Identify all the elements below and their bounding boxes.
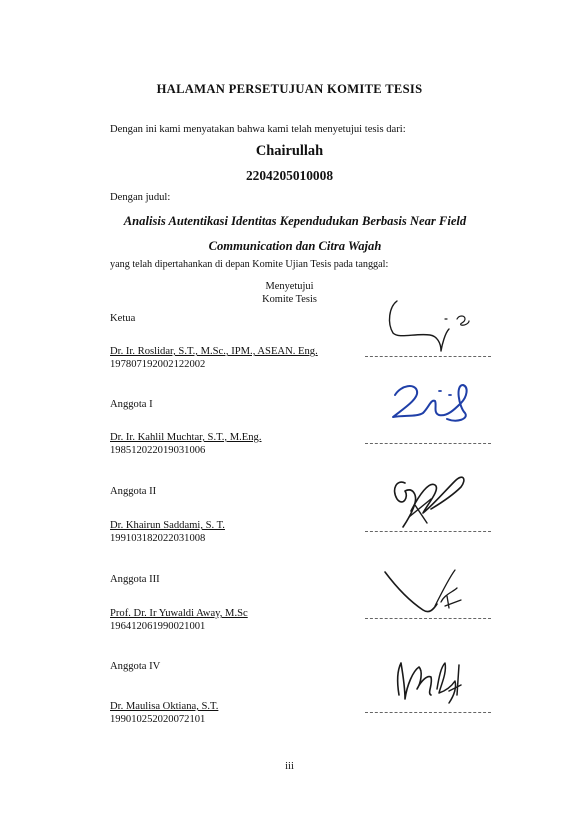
role-member-4: Anggota IV xyxy=(110,661,161,672)
signature-member-1 xyxy=(375,373,490,443)
page-title: HALAMAN PERSETUJUAN KOMITE TESIS xyxy=(156,82,423,96)
signature-member-3 xyxy=(375,548,490,618)
member-id-member-4: 199010252020072101 xyxy=(110,714,206,725)
member-id-member-3: 196412061990021001 xyxy=(110,621,206,632)
student-id: 2204205010008 xyxy=(245,168,334,183)
approved-label: Menyetujui xyxy=(265,281,314,292)
signature-line-member-3 xyxy=(365,618,491,619)
role-chair: Ketua xyxy=(110,313,136,324)
member-id-chair: 197807192002122002 xyxy=(110,359,206,370)
signature-member-2 xyxy=(375,461,490,531)
member-name-member-1: Dr. Ir. Kahlil Muchtar, S.T., M.Eng. xyxy=(110,432,262,443)
signature-chair xyxy=(375,293,490,363)
thesis-title-line-2: Communication dan Citra Wajah xyxy=(208,239,382,253)
title-label: Dengan judul: xyxy=(110,192,171,203)
member-id-member-2: 199103182022031008 xyxy=(110,533,206,544)
signature-line-member-2 xyxy=(365,531,491,532)
page-number: iii xyxy=(285,761,294,772)
signature-member-4 xyxy=(375,645,490,715)
student-name: Chairullah xyxy=(255,143,324,159)
defended-text: yang telah dipertahankan di depan Komite Ujian Tesis pada tanggal: xyxy=(110,259,389,270)
role-member-2: Anggota II xyxy=(110,486,157,497)
role-member-3: Anggota III xyxy=(110,574,160,585)
thesis-title xyxy=(110,209,480,259)
role-member-1: Anggota I xyxy=(110,399,153,410)
member-name-member-2: Dr. Khairun Saddami, S. T. xyxy=(110,520,225,531)
thesis-title-line-1: Analisis Autentikasi Identitas Kependudukan Berbasis Near Field xyxy=(123,214,467,228)
member-name-member-4: Dr. Maulisa Oktiana, S.T. xyxy=(110,701,219,712)
member-id-member-1: 198512022019031006 xyxy=(110,445,206,456)
signature-line-member-1 xyxy=(365,443,491,444)
member-name-chair: Dr. Ir. Roslidar, S.T., M.Sc., IPM., ASEAN. Eng. xyxy=(110,346,318,357)
member-name-member-3: Prof. Dr. Ir Yuwaldi Away, M.Sc xyxy=(110,608,248,619)
approval-heading xyxy=(0,280,579,306)
intro-text: Dengan ini kami menyatakan bahwa kami telah menyetujui tesis dari: xyxy=(110,124,406,135)
committee-label: Komite Tesis xyxy=(262,294,317,305)
